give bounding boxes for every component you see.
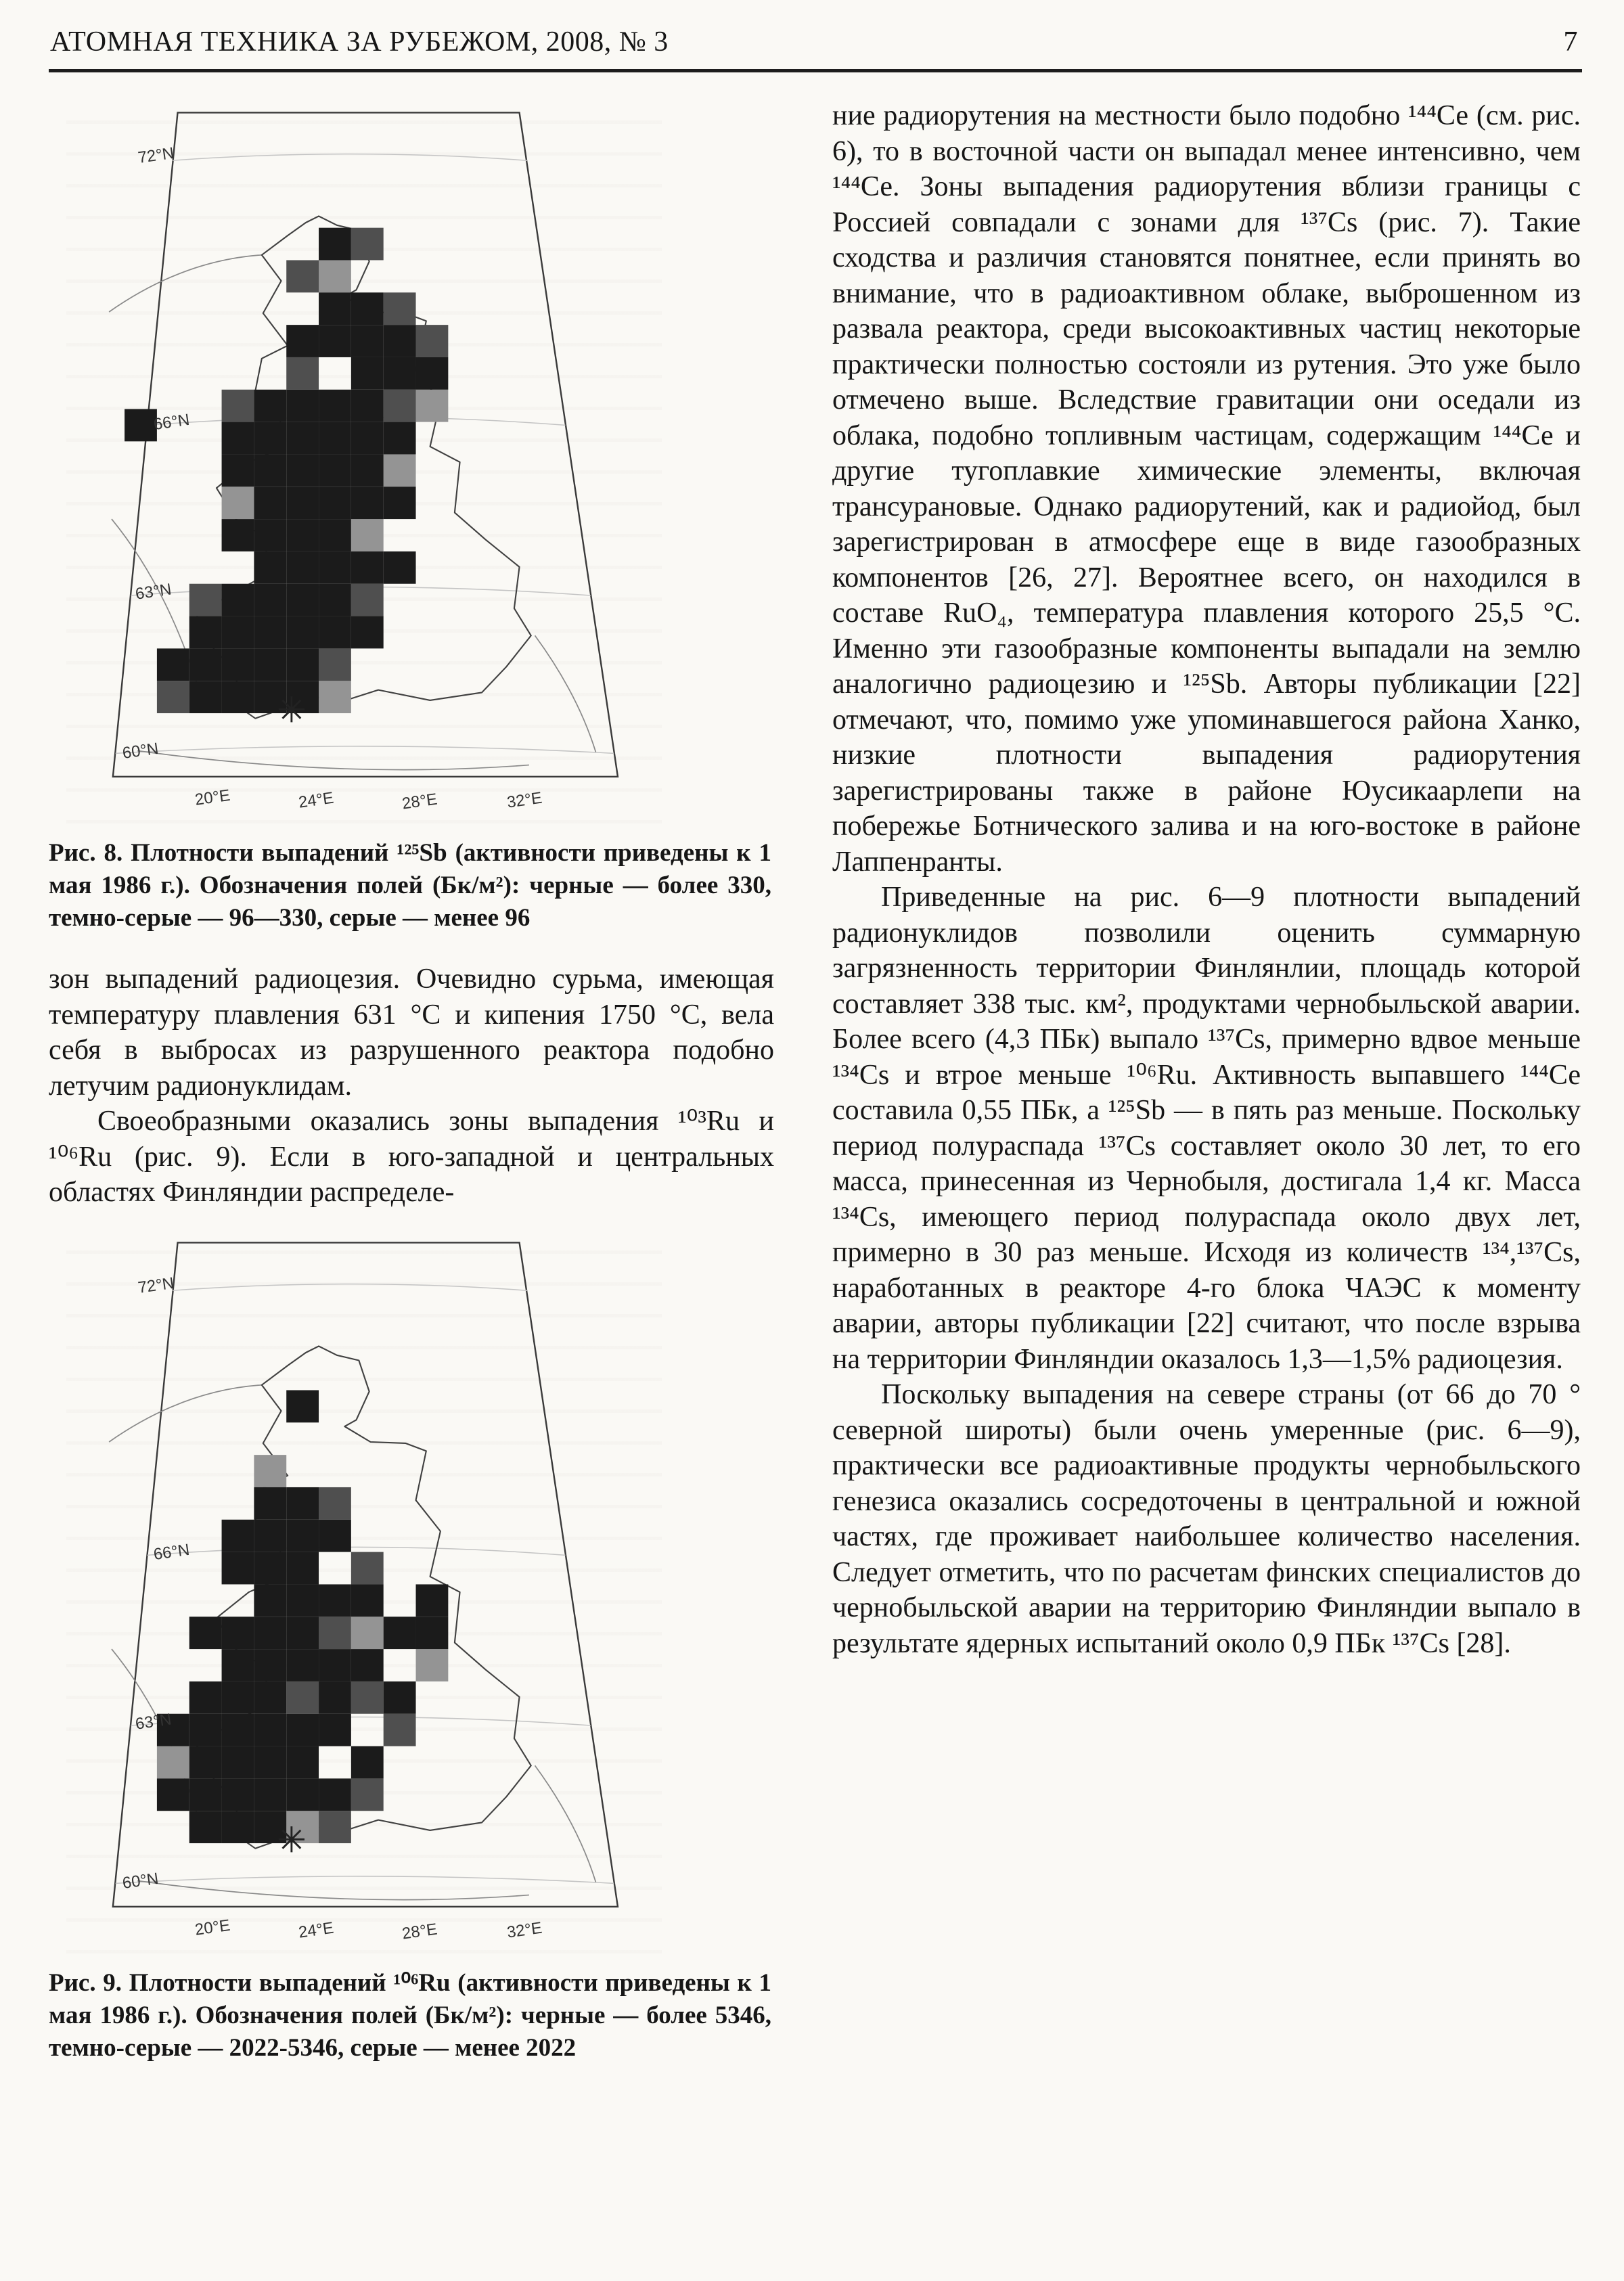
figure-8-caption: Рис. 8. Плотности выпадений ¹²⁵Sb (активности приведены к 1 мая 1986 г.). Обозначения полей (Бк/м²): черные — более 330, темно-серые — 96—330, серые — менее 96 (49, 839, 771, 932)
two-column-layout (49, 98, 1582, 2064)
lon-label: 32°E (505, 1918, 543, 1942)
lon-label: 24°E (297, 1918, 335, 1942)
lon-label: 20°E (194, 1916, 231, 1939)
journal-title: АТОМНАЯ ТЕХНИКА ЗА РУБЕЖОМ, 2008, № 3 (50, 26, 669, 58)
body-paragraph: Своеобразными оказались зоны выпадения ¹⁰³Ru и ¹⁰⁶Ru (рис. 9). Если в юго-западной и центральных областях Финляндии распределе- (49, 1106, 774, 1209)
body-paragraph: Приведенные на рис. 6—9 плотности выпадений радионуклидов позволили оценить суммарную загрязненность территории Финлянлии, площадь которой составляет 338 тыс. км², продуктами чернобыльской аварии. Более всего (4,3 ПБк) выпало ¹³⁷Cs, примерно вдвое меньше ¹³⁴Cs и втрое меньше ¹⁰⁶Ru. Активность выпавшего ¹⁴⁴Се составила 0,55 ПБк, а ¹²⁵Sb — в пять раз меньше. Поскольку период полураспада ¹³⁷Cs составляет около 30 лет, то его масса, принесенная из Чернобыля, достигала 1,4 кг. Масса ¹³⁴Cs, имеющего период полураспада около двух лет, примерно в 30 раз меньше. Исходя из количеств ¹³⁴,¹³⁷Cs, наработанных в реакторе 4-го блока ЧАЭС к моменту аварии, авторы публикации [22] считают, что после взрыва на территории Финляндии оказалось 1,3—1,5% радиоцезия. (832, 882, 1581, 1375)
neighbor-coastline (535, 1765, 596, 1882)
lat-label: 63°N (134, 1710, 173, 1734)
right-column (832, 98, 1581, 2064)
page-header (49, 18, 1582, 72)
lat-label: 72°N (137, 143, 175, 167)
lat-label: 66°N (152, 1540, 191, 1564)
fallout-cells (157, 1390, 448, 1843)
lat-label: 60°N (121, 1869, 160, 1893)
neighbor-coastline (109, 255, 262, 312)
city-marker-icon (279, 1826, 304, 1852)
lat-label: 66°N (152, 410, 191, 434)
lon-label: 28°E (401, 790, 438, 813)
finland-fallout-map-sb125 (66, 98, 662, 823)
graticule-line (116, 1876, 614, 1884)
graticule-line (173, 154, 527, 161)
figure-9-caption: Рис. 9. Плотности выпадений ¹⁰⁶Ru (активности приведены к 1 мая 1986 г.). Обозначения полей (Бк/м²): черные — более 5346, темно-серые — 2022-5346, серые — менее 2022 (49, 1968, 771, 2062)
lat-label: 72°N (137, 1273, 175, 1297)
lat-label: 63°N (134, 580, 173, 604)
lon-label: 32°E (505, 788, 543, 812)
neighbor-coastline (137, 1880, 529, 1899)
graticule-line (173, 1284, 527, 1290)
lon-label: 20°E (194, 786, 231, 809)
lat-label: 60°N (121, 739, 160, 763)
page-number: 7 (1563, 26, 1578, 58)
graticule-line (116, 746, 614, 754)
body-paragraph: ние радиорутения на местности было подобно ¹⁴⁴Се (см. рис. 6), то в восточной части он выпадал менее интенсивно, чем ¹⁴⁴Се. Зоны выпадения радиорутения вблизи границы с Россией совпадали с зонами для ¹³⁷Cs (рис. 7). Такие сходства и различия становятся понятнее, если принять во внимание, что в радиоактивном облаке, выброшенном из развала реактора, среди высокоактивных частиц некоторые практически полностью состояли из рутения. Это уже было отмечено выше. Вследствие гравитации они оседали из облака, подобно топливным частицам, содержащим ¹⁴⁴Се и другие тугоплавкие химические элементы, включая трансурановые. Однако радиорутений, как и радиойод, был зарегистрирован в атмосфере еще в виде газообразных компонентов [26, 27]. Вероятнее всего, он находился в составе RuO₄, температура плавления которого 25,5 °С. Именно эти газообразные компоненты выпадали на землю аналогично радиоцезию и ¹²⁵Sb. Авторы публикации [22] отмечают, что, помимо уже упоминавшегося района Ханко, низкие плотности выпадения радиорутения зарегистрированы также в районе Юусикаарлепи на побережье Ботнического залива и на юго-востоке в районе Лаппенранты. (832, 100, 1581, 878)
neighbor-coastline (535, 635, 596, 752)
finland-fallout-map-ru106 (66, 1228, 662, 1953)
body-paragraph: Поскольку выпадения на севере страны (от 66 до 70 ° северной широты) были очень умеренные (рис. 6—9), практически все радиоактивные продукты чернобыльского генезиса оказались сосредоточены в центральной и южной частях, где проживает наибольшее количество населения. Следует отметить, что по расчетам финских специалистов до чернобыльской аварии на территорию Финляндии выпало в результате ядерных испытаний около 0,9 ПБк ¹³⁷Cs [28]. (832, 1379, 1581, 1659)
lon-label: 28°E (401, 1920, 438, 1943)
fallout-cells (125, 228, 448, 713)
neighbor-coastline (109, 1385, 262, 1442)
neighbor-coastline (137, 751, 529, 770)
left-column (49, 98, 774, 2064)
figure-8 (49, 98, 774, 934)
body-paragraph: зон выпадений радиоцезия. Очевидно сурьма, имеющая температуру плавления 631 °С и кипения 1750 °С, вела себя в выбросах из разрушенного реактора подобно летучим радионуклидам. (49, 964, 774, 1102)
figure-9 (49, 1228, 774, 2064)
lon-label: 24°E (297, 788, 335, 812)
